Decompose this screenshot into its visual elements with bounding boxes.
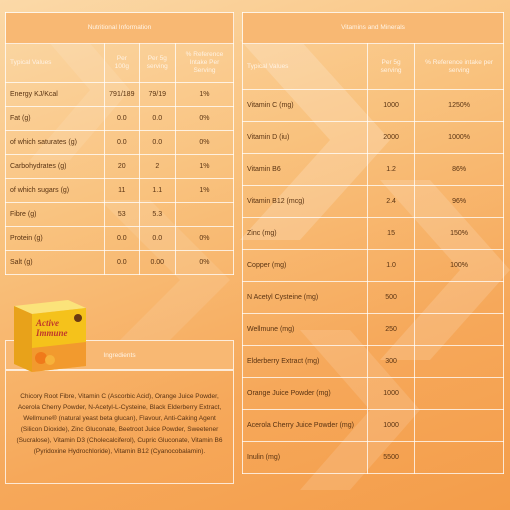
table-cell: 2000 xyxy=(368,122,415,154)
table-cell: Orange Juice Powder (mg) xyxy=(243,378,368,410)
table-cell: 15 xyxy=(368,218,415,250)
product-name-line2: Immune xyxy=(36,328,68,338)
product-name-line1: Active xyxy=(36,318,59,328)
table-cell: 300 xyxy=(368,346,415,378)
table-cell xyxy=(415,410,504,442)
table-cell: 1000 xyxy=(368,378,415,410)
table-row xyxy=(243,250,504,282)
table-cell: 2.4 xyxy=(368,186,415,218)
table-cell: 1250% xyxy=(415,90,504,122)
vitamins-header-cell: % Reference intake per serving xyxy=(415,44,504,90)
vitamins-title: Vitamins and Minerals xyxy=(243,13,504,44)
table-cell: 1% xyxy=(175,83,233,107)
table-cell: 0% xyxy=(175,107,233,131)
table-row xyxy=(6,251,234,275)
table-cell: of which saturates (g) xyxy=(6,131,105,155)
table-cell: Elderberry Extract (mg) xyxy=(243,346,368,378)
table-row xyxy=(243,218,504,250)
table-cell xyxy=(415,282,504,314)
table-cell: Vitamin B6 xyxy=(243,154,368,186)
table-cell xyxy=(175,203,233,227)
vitamins-table xyxy=(242,12,504,474)
table-cell: N Acetyl Cysteine (mg) xyxy=(243,282,368,314)
vitamins-header-cell: Typical Values xyxy=(243,44,368,90)
table-cell xyxy=(415,442,504,474)
table-cell: 0% xyxy=(175,227,233,251)
table-cell: 1.0 xyxy=(368,250,415,282)
table-cell: Vitamin B12 (mcg) xyxy=(243,186,368,218)
table-cell: Vitamin C (mg) xyxy=(243,90,368,122)
vitamins-header-row xyxy=(243,44,504,90)
nutrition-table xyxy=(5,12,234,275)
ingredients-title: Ingredients xyxy=(103,351,136,359)
table-cell: Fat (g) xyxy=(6,107,105,131)
table-cell: of which sugars (g) xyxy=(6,179,105,203)
table-row xyxy=(243,90,504,122)
table-row xyxy=(6,179,234,203)
table-cell: 250 xyxy=(368,314,415,346)
table-row xyxy=(6,107,234,131)
table-cell: Zinc (mg) xyxy=(243,218,368,250)
table-row xyxy=(243,314,504,346)
table-cell: 1.1 xyxy=(139,179,175,203)
table-cell: 1000% xyxy=(415,122,504,154)
product-box-image xyxy=(8,296,92,374)
table-cell: 53 xyxy=(105,203,140,227)
table-cell: Carbohydrates (g) xyxy=(6,155,105,179)
table-row xyxy=(243,282,504,314)
table-cell: 86% xyxy=(415,154,504,186)
table-cell: 0.0 xyxy=(139,107,175,131)
nutrition-title: Nutritional Information xyxy=(6,13,234,44)
table-cell: 0.0 xyxy=(105,227,140,251)
table-row xyxy=(243,346,504,378)
nutrition-header-cell: Typical Values xyxy=(6,44,105,83)
table-cell: 0.0 xyxy=(139,227,175,251)
table-cell: 150% xyxy=(415,218,504,250)
table-cell: 0% xyxy=(175,131,233,155)
table-row xyxy=(243,378,504,410)
nutrition-header-cell: Per 100g xyxy=(105,44,140,83)
table-cell: Fibre (g) xyxy=(6,203,105,227)
table-cell: Protein (g) xyxy=(6,227,105,251)
table-cell xyxy=(415,314,504,346)
table-cell: 1000 xyxy=(368,90,415,122)
nutrition-header-row xyxy=(6,44,234,83)
table-cell: 0.00 xyxy=(139,251,175,275)
table-cell: 1.2 xyxy=(368,154,415,186)
nutrition-header-cell: % Reference Intake Per Serving xyxy=(175,44,233,83)
table-cell: 500 xyxy=(368,282,415,314)
table-cell: Wellmune (mg) xyxy=(243,314,368,346)
table-cell: Acerola Cherry Juice Powder (mg) xyxy=(243,410,368,442)
table-cell: 1% xyxy=(175,155,233,179)
table-cell: 79/19 xyxy=(139,83,175,107)
table-cell: 96% xyxy=(415,186,504,218)
vitamins-header-cell: Per 5g serving xyxy=(368,44,415,90)
product-badge-icon xyxy=(74,314,82,322)
table-row xyxy=(6,203,234,227)
table-cell: 0.0 xyxy=(105,131,140,155)
table-row xyxy=(6,131,234,155)
table-cell: 5.3 xyxy=(139,203,175,227)
table-row xyxy=(243,186,504,218)
table-row xyxy=(6,83,234,107)
table-cell: 0.0 xyxy=(105,107,140,131)
table-row xyxy=(6,155,234,179)
table-cell: 0% xyxy=(175,251,233,275)
table-cell: 20 xyxy=(105,155,140,179)
table-row xyxy=(243,442,504,474)
table-cell: Vitamin D (iu) xyxy=(243,122,368,154)
ingredients-text: Chicory Root Fibre, Vitamin C (Ascorbic Acid), Orange Juice Powder, Acerola Cherry Powder, N-Acetyl-L-Cysteine, Black Elderberry Extract, Wellmune® (natural yeast beta glucan), Flavour, Anti-Caking Agent (Silicon Dioxide), Zinc Gluconate, Beetroot Juice Powder, Sweetener (Sucralose), Vitamin D3 (Cholecalciferol), Cupric Gluconate, Vitamin B6 (Pyridoxine Hydrochloride), Vitamin B12 (Cyanocobalamin). xyxy=(5,370,234,484)
table-cell: 11 xyxy=(105,179,140,203)
table-row xyxy=(243,154,504,186)
table-cell: Inulin (mg) xyxy=(243,442,368,474)
table-row xyxy=(6,227,234,251)
table-row xyxy=(243,122,504,154)
table-cell: 0.0 xyxy=(139,131,175,155)
table-cell: 1% xyxy=(175,179,233,203)
table-cell xyxy=(415,346,504,378)
table-cell: 2 xyxy=(139,155,175,179)
table-cell: 791/189 xyxy=(105,83,140,107)
table-cell: Energy KJ/Kcal xyxy=(6,83,105,107)
table-cell xyxy=(415,378,504,410)
table-cell: 0.0 xyxy=(105,251,140,275)
table-cell: 1000 xyxy=(368,410,415,442)
table-cell: Salt (g) xyxy=(6,251,105,275)
nutrition-header-cell: Per 5g serving xyxy=(139,44,175,83)
table-row xyxy=(243,410,504,442)
table-cell: 100% xyxy=(415,250,504,282)
table-cell: 5500 xyxy=(368,442,415,474)
table-cell: Copper (mg) xyxy=(243,250,368,282)
